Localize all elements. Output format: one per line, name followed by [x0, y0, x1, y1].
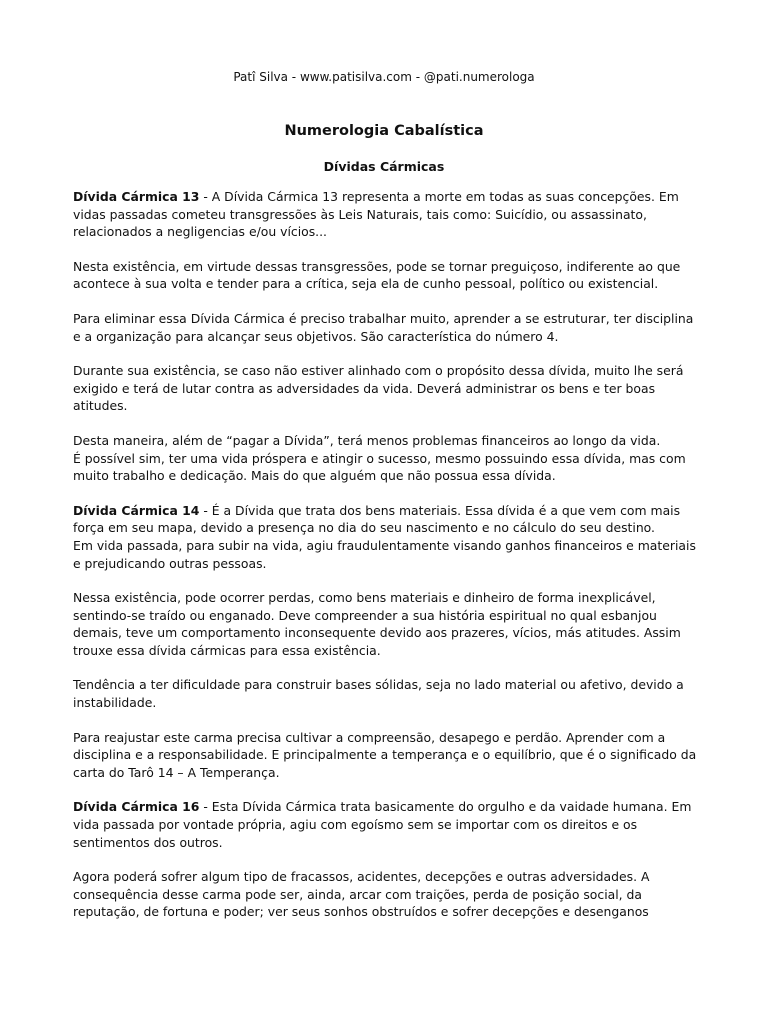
document-subtitle: Dívidas Cármicas: [323, 159, 445, 174]
paragraph-d13-5a: Desta maneira, além de “pagar a Dívida”, terá menos problemas financeiros ao longo da vida.: [73, 432, 661, 448]
document-body: [73, 188, 703, 938]
paragraph-d13-4: Durante sua existência, se caso não estiver alinhado com o propósito dessa dívida, muito lhe será exigido e terá de lutar contra as adversidades da vida. Deverá administrar os bens e ter boas atitudes.: [73, 363, 684, 414]
section-label-d14: Dívida Cármica 14: [73, 502, 200, 518]
paragraph-d14-2: Nessa existência, pode ocorrer perdas, como bens materiais e dinheiro de forma inexplicável, sentindo-se traído ou enganado. Deve compreender a sua história espiritual no qual esbanjou demais, teve um comportamento inconsequente devido aos prazeres, vícios, más atitudes. Assim trouxe essa dívida cármicas para essa existência.: [73, 590, 681, 658]
paragraph-d16-2: Agora poderá sofrer algum tipo de fracassos, acidentes, decepções e outras adversidades. A consequência desse carma pode ser, ainda, arcar com traições, perda de posição social, da reputação, de fortuna e poder; ver seus sonhos obstruídos e sofrer decepções e desenganos: [73, 869, 650, 920]
paragraph-d14-3: Tendência a ter dificuldade para construir bases sólidas, seja no lado material ou afetivo, devido a instabilidade.: [73, 677, 684, 711]
paragraph-d14-intro: Dívida Cármica 14 - É a Dívida que trata dos bens materiais. Essa dívida é a que vem com mais força em seu mapa, devido a presença no dia do seu nascimento e no cálculo do seu destino.: [73, 502, 681, 536]
document-title: Numerologia Cabalística: [284, 123, 484, 139]
paragraph-d16-intro: Dívida Cármica 16 - Esta Dívida Cármica trata basicamente do orgulho e da vaidade humana. Em vida passada por vontade própria, agiu com egoísmo sem se importar com os direitos e os sentimentos dos outros.: [73, 799, 692, 850]
paragraph-d13-5b: É possível sim, ter uma vida próspera e atingir o sucesso, mesmo possuindo essa dívida, mas com muito trabalho e dedicação. Mais do que alguém que não possua essa dívida.: [73, 450, 686, 484]
section-label-d13: Dívida Cármica 13: [73, 189, 200, 204]
paragraph-d14-intro2: Em vida passada, para subir na vida, agiu fraudulentamente visando ganhos financeiros e materiais e prejudicando outras pessoas.: [73, 537, 696, 571]
page-header: Patî Silva - www.patisilva.com - @pati.numerologa: [233, 70, 535, 84]
paragraph-d13-2: Nesta existência, em virtude dessas transgressões, pode se tornar preguiçoso, indiferente ao que acontece à sua volta e tender para a crítica, seja ela de cunho pessoal, político ou existencial.: [73, 258, 681, 292]
section-label-d16: Dívida Cármica 16: [73, 799, 200, 815]
paragraph-d13-intro: Dívida Cármica 13 - A Dívida Cármica 13 representa a morte em todas as suas concepções. Em vidas passadas cometeu transgressões às Leis Naturais, tais como: Suicídio, ou assassinato, relacionados a negligencias e/ou vícios...: [73, 189, 679, 240]
paragraph-d14-4: Para reajustar este carma precisa cultivar a compreensão, desapego e perdão. Aprender com a disciplina e a responsabilidade. E principalmente a temperança e o equilíbrio, que é o significado da carta do Tarô 14 – A Temperança.: [73, 729, 697, 780]
paragraph-d13-3: Para eliminar essa Dívida Cármica é preciso trabalhar muito, aprender a se estruturar, ter disciplina e a organização para alcançar seus objetivos. São característica do número 4.: [73, 310, 694, 344]
